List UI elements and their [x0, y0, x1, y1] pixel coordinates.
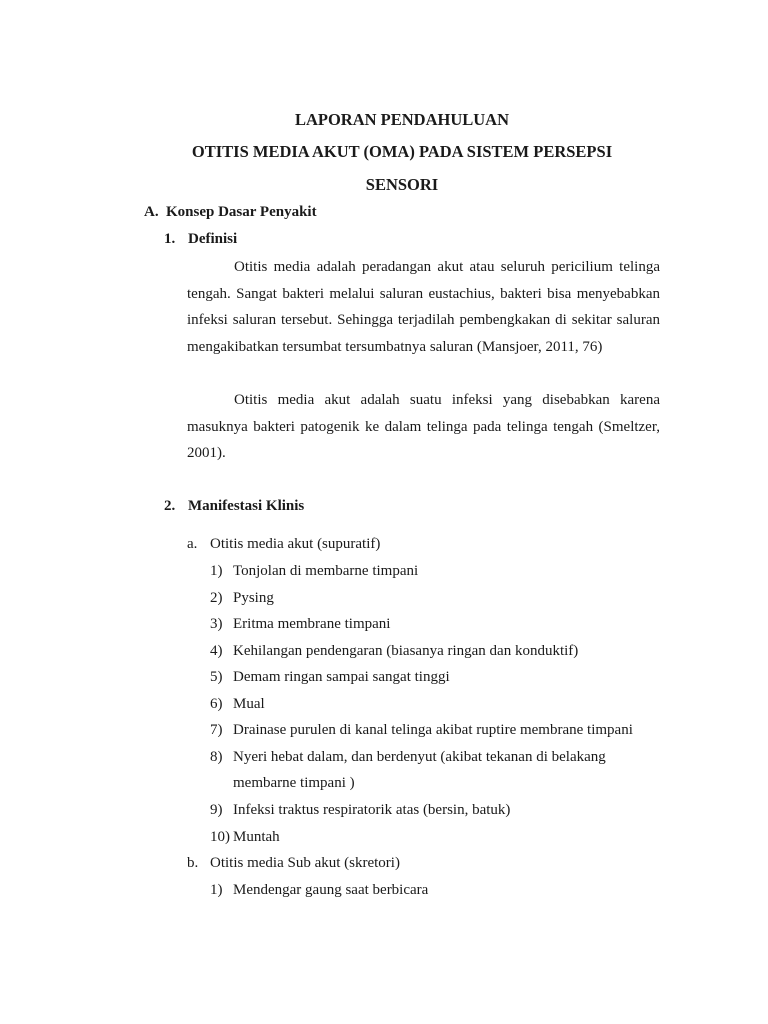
- list-item: Pysing: [233, 590, 274, 606]
- sub1-marker: 1.: [164, 231, 176, 247]
- list-item-number: 1): [210, 882, 223, 898]
- list-item-number: 2): [210, 590, 223, 606]
- list-item: Mendengar gaung saat berbicara: [233, 882, 429, 898]
- list-item: Drainase purulen di kanal telinga akibat ruptire membrane timpani: [233, 722, 633, 738]
- list-item-number: 6): [210, 696, 223, 712]
- list-item: Mual: [233, 696, 265, 712]
- list-item-number: 7): [210, 722, 223, 738]
- list-item-number: 5): [210, 669, 223, 685]
- definition-paragraph-1: Otitis media adalah peradangan akut atau seluruh pericilium telinga tengah. Sangat bakteri melalui saluran eustachius, bakteri bisa menyebabkan infeksi saluran tersebut. Sehingga terjadilah pembengkakan di sekitar saluran mengakibatkan tersumbat tersumbatnya saluran (Mansjoer, 2011, 76): [187, 259, 660, 355]
- group-b-label: Otitis media Sub akut (skretori): [210, 855, 400, 871]
- list-item: Nyeri hebat dalam, dan berdenyut (akibat tekanan di belakang: [233, 749, 606, 765]
- section-a-marker: A.: [144, 204, 159, 220]
- list-item: Demam ringan sampai sangat tinggi: [233, 669, 450, 685]
- list-item-number: 1): [210, 563, 223, 579]
- group-a-label: Otitis media akut (supuratif): [210, 536, 381, 552]
- list-item-number: 10): [210, 829, 230, 845]
- title-line-3: SENSORI: [365, 175, 439, 194]
- list-item: Muntah: [233, 829, 280, 845]
- title-line-1: LAPORAN PENDAHULUAN: [294, 110, 510, 129]
- list-item-number: 4): [210, 643, 223, 659]
- list-item: Tonjolan di membarne timpani: [233, 563, 419, 579]
- list-item-number: 3): [210, 616, 223, 632]
- list-item-number: 9): [210, 802, 223, 818]
- group-b-marker: b.: [187, 855, 199, 871]
- list-item-continuation: membarne timpani ): [233, 775, 355, 791]
- list-item: Kehilangan pendengaran (biasanya ringan dan konduktif): [233, 643, 579, 659]
- sub1-heading: Definisi: [188, 231, 238, 247]
- title-line-2: OTITIS MEDIA AKUT (OMA) PADA SISTEM PERSEPSI: [191, 142, 613, 161]
- section-a-heading: Konsep Dasar Penyakit: [166, 204, 317, 220]
- group-a-marker: a.: [187, 536, 198, 552]
- definition-paragraph-2: Otitis media akut adalah suatu infeksi yang disebabkan karena masuknya bakteri patogenik ke dalam telinga pada telinga tengah (Smeltzer, 2001).: [187, 392, 660, 461]
- list-item: Eritma membrane timpani: [233, 616, 391, 632]
- sub2-marker: 2.: [164, 498, 176, 514]
- sub2-heading: Manifestasi Klinis: [188, 498, 305, 514]
- list-item: Infeksi traktus respiratorik atas (bersin, batuk): [233, 802, 511, 818]
- list-item-number: 8): [210, 749, 223, 765]
